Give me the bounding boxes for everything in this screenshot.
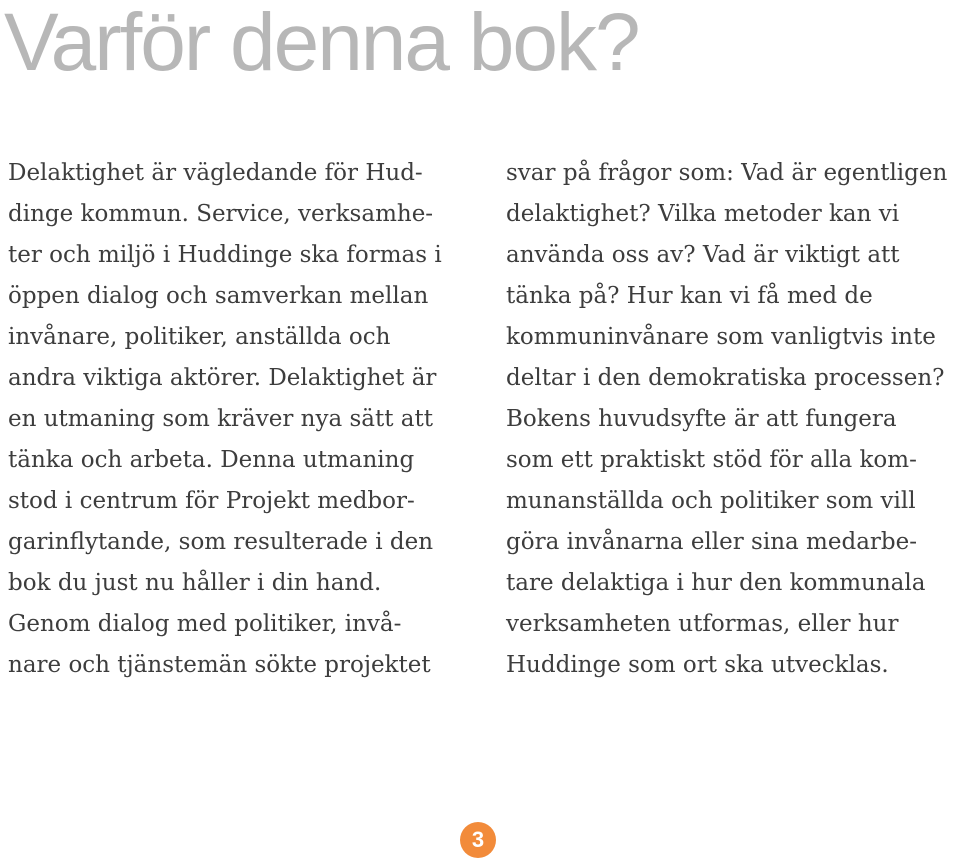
text-line: Huddinge som ort ska utvecklas.: [506, 652, 889, 678]
text-line: kommuninvånare som vanligtvis inte: [506, 324, 936, 350]
right-text-column: [506, 153, 959, 686]
text-line: stod i centrum för Projekt medbor-: [8, 488, 415, 514]
text-line: Delaktighet är vägledande för Hud-: [8, 160, 423, 186]
text-line: ter och miljö i Huddinge ska formas i: [8, 242, 442, 268]
text-line: göra invånarna eller sina medarbe-: [506, 529, 918, 555]
page-title: Varför denna bok?: [4, 0, 639, 88]
text-line: som ett praktiskt stöd för alla kom-: [506, 447, 917, 473]
text-line: dinge kommun. Service, verksamhe-: [8, 201, 434, 227]
left-text-column: [8, 153, 478, 686]
text-line: Genom dialog med politiker, invå-: [8, 611, 402, 637]
text-line: svar på frågor som: Vad är egentligen: [506, 160, 948, 186]
text-line: deltar i den demokratiska processen?: [506, 365, 945, 391]
text-line: Bokens huvudsyfte är att fungera: [506, 406, 897, 432]
text-line: tänka på? Hur kan vi få med de: [506, 283, 873, 309]
text-line: tänka och arbeta. Denna utmaning: [8, 447, 415, 473]
text-line: en utmaning som kräver nya sätt att: [8, 406, 433, 432]
text-line: verksamheten utformas, eller hur: [506, 611, 899, 637]
text-line: garinflytande, som resulterade i den: [8, 529, 434, 555]
text-line: delaktighet? Vilka metoder kan vi: [506, 201, 900, 227]
text-line: invånare, politiker, anställda och: [8, 324, 391, 350]
text-line: munanställda och politiker som vill: [506, 488, 916, 514]
text-line: nare och tjänstemän sökte projektet: [8, 652, 431, 678]
text-line: använda oss av? Vad är viktigt att: [506, 242, 900, 268]
text-line: öppen dialog och samverkan mellan: [8, 283, 429, 309]
text-line: tare delaktiga i hur den kommunala: [506, 570, 926, 596]
text-line: andra viktiga aktörer. Delaktighet är: [8, 365, 437, 391]
page-number-badge: 3: [460, 822, 496, 858]
text-line: bok du just nu håller i din hand.: [8, 570, 382, 596]
